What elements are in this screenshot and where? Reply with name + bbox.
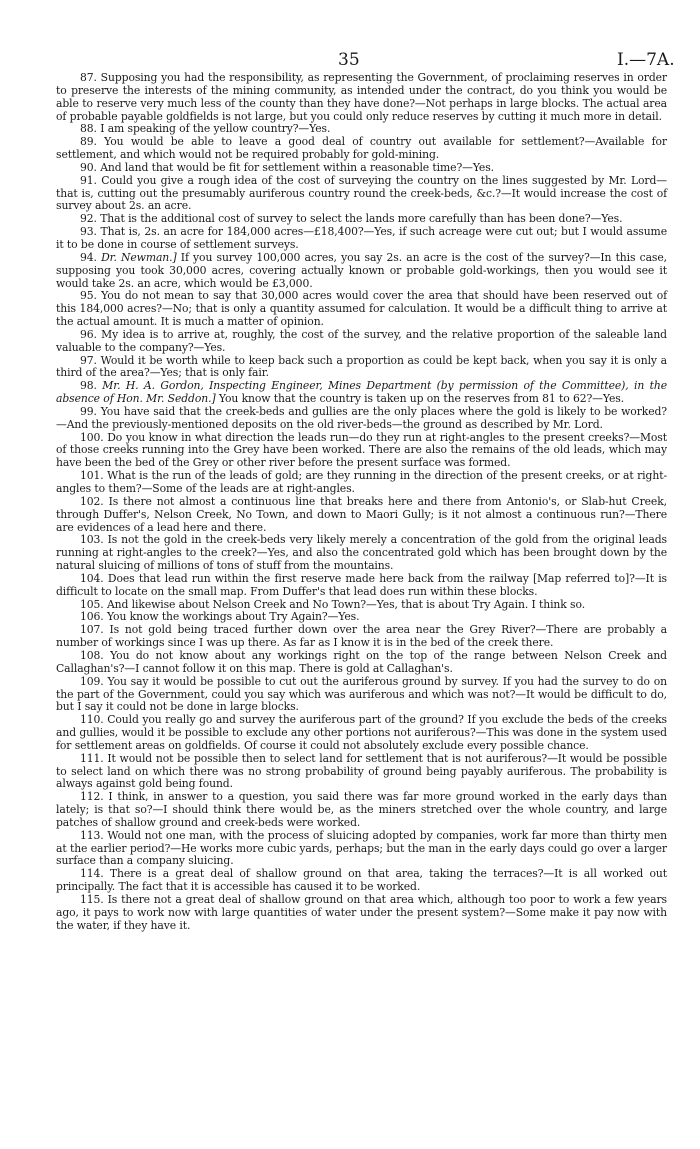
- paragraph: [56, 406, 667, 432]
- paragraph: [56, 868, 667, 894]
- paragraph: [56, 252, 667, 291]
- paragraph-text: 113. Would not one man, with the process of sluicing adopted by companies, work far more than thirty men at the earlier period?—He works more cubic yards, perhaps; but the man in the early days could go over a larger surface than a company sluicing.: [56, 828, 667, 868]
- paragraph-text: 97. Would it be worth while to keep back such a proportion as could be kept back, when you say it is only a third of the area?—Yes; that is only fair.: [56, 353, 667, 380]
- paragraph-text: 87. Supposing you had the responsibility, as representing the Government, of proclaiming reserves in order to preserve the interests of the mining community, as intended under the contract, do you think you would be able to reserve very much less of the county than they have done?—Not perhaps in large blocks. The actual area of probable payable goldfields is not large, but you could only reduce reserves by cutting it much more in detail.: [56, 71, 667, 123]
- question-number: 98.: [80, 379, 103, 393]
- paragraph-text: 102. Is there not almost a continuous line that breaks here and there from Antonio's, or Slab-hut Creek, through Duffer's, Nelson Creek, No Town, and down to Maori Gully; is it not almost a continuous run?—There are evidences of a lead here and there.: [56, 494, 667, 534]
- paragraph: [56, 624, 667, 650]
- paragraph-text: 90. And land that would be fit for settlement within a reasonable time?—Yes.: [80, 160, 494, 174]
- paragraph-text: 104. Does that lead run within the first reserve made here back from the railway [Map referred to]?—It is difficult to locate on the small map. From Duffer's that lead does run within these blocks.: [56, 571, 667, 598]
- paragraph: [56, 136, 667, 162]
- paragraph-text: 91. Could you give a rough idea of the cost of surveying the country on the lines suggested by Mr. Lord—that is, cutting out the presumably auriferous country round the creek-beds, &c.?—It would increase the cost of survey about 2s. an acre.: [56, 173, 667, 213]
- paragraph: [56, 830, 667, 869]
- page-number: 35: [338, 50, 360, 70]
- paragraph: [56, 380, 667, 406]
- paragraph-text: 100. Do you know in what direction the leads run—do they run at right-angles to the present creeks?—Most of those creeks running into the Grey have been worked. There are also the remains of the old leads, which may have been the bed of the Grey or other river before the present surface was formed.: [56, 430, 667, 470]
- paragraph: [56, 573, 667, 599]
- paragraph: [56, 650, 667, 676]
- paragraph-text: 93. That is, 2s. an acre for 184,000 acres—£18,400?—Yes, if such acreage were cut out; but I would assume it to be done in course of settlement surveys.: [56, 225, 667, 251]
- paragraph: [56, 355, 667, 381]
- paragraph-text: 109. You say it would be possible to cut out the auriferous ground by survey. If you had the survey to do on the part of the Government, could you say which was auriferous and which was not?—It would be difficult to do, but I say it could not be done in large blocks.: [56, 674, 667, 714]
- paragraph-text: 107. Is not gold being traced further down over the area near the Grey River?—There are probably a number of workings since I was up there. As far as I know it is in the bed of the creek there.: [56, 623, 667, 650]
- paragraph: [56, 496, 667, 535]
- paragraph: [56, 753, 667, 792]
- paragraph-text: 103. Is not the gold in the creek-beds very likely merely a concentration of the gold from the original leads running at right-angles to the creek?—Yes, and also the concentrated gold which has been brought down by the natural sluicing of millions of tons of stuff from the mountains.: [56, 533, 667, 573]
- paragraph: [56, 226, 667, 252]
- question-number: 94.: [80, 250, 102, 264]
- paragraph: [56, 676, 667, 715]
- paragraph-text: 108. You do not know about any workings right on the top of the range between Nelson Creek and Callaghan's?—I cannot follow it on this map. There is gold at Callaghan's.: [56, 648, 667, 675]
- paragraph: [56, 290, 667, 329]
- paragraph: [56, 791, 667, 830]
- paragraph-text: 115. Is there not a great deal of shallow ground on that area which, although too poor to work a few years ago, it pays to work now with large quantities of water under the present system?—Some make it pay now with the water, if they have it.: [56, 893, 667, 932]
- paragraph-text: 105. And likewise about Nelson Creek and No Town?—Yes, that is about Try Again. I think so.: [80, 597, 586, 611]
- speaker-attribution: Dr. Newman.]: [101, 250, 177, 264]
- paragraph-text: 114. There is a great deal of shallow ground on that area, taking the terraces?—It is all worked out principally. The fact that it is accessible has caused it to be worked.: [56, 867, 667, 894]
- paragraph-text: If you survey 100,000 acres, you say 2s. an acre is the cost of the survey?—In this case, supposing you took 30,000 acres, covering actually known or probable gold-workings, then you would see it would take 2s. an acre, which would be £3,000.: [56, 250, 667, 290]
- paragraph-text: 110. Could you really go and survey the auriferous part of the ground? If you exclude the beds of the creeks and gullies, would it be possible to exclude any other portions not auriferous?—This was done in the system used for settlement areas on goldfields. Of course it could not absolutely exclude every possible chance.: [56, 713, 667, 752]
- paragraph-text: 95. You do not mean to say that 30,000 acres would cover the area that should have been reserved out of this 184,000 acres?—No; that is only a quantity assumed for calculation. It would be a difficult thing to arrive at the actual amount. It is much a matter of opinion.: [56, 289, 667, 329]
- paragraph-text: You know that the country is taken up on the reserves from 81 to 62?—Yes.: [215, 392, 625, 406]
- paragraph-text: 88. I am speaking of the yellow country?—Yes.: [80, 122, 331, 136]
- paragraph: [56, 72, 667, 123]
- paragraph: [56, 714, 667, 753]
- paragraph: [56, 894, 667, 933]
- paragraph: [56, 470, 667, 496]
- paragraph-text: 89. You would be able to leave a good deal of country out available for settlement?—Available for settlement, and which would not be required probably for gold-mining.: [56, 135, 667, 162]
- paragraph-text: 106. You know the workings about Try Again?—Yes.: [80, 610, 360, 624]
- paragraph: [56, 432, 667, 471]
- paragraph-text: 112. I think, in answer to a question, you said there was far more ground worked in the early days than lately; is that so?—I should think there would be, as the miners stretched over the whole country, and large patches of shallow ground and creek-beds were worked.: [56, 790, 667, 829]
- paragraph: [56, 534, 667, 573]
- speaker-attribution: Mr. H. A. Gordon, Inspecting Engineer, Mines Department (by permission of the Committee), in the absence of Hon. Mr. Seddon.]: [56, 379, 668, 406]
- paragraph-text: 101. What is the run of the leads of gold; are they running in the direction of the present creeks, or at right-angles to them?—Some of the leads are at right-angles.: [56, 469, 667, 495]
- document-body: [56, 72, 667, 933]
- paragraph-text: 111. It would not be possible then to select land for settlement that is not auriferous?—It would be possible to select land on which there was no strong probability of ground being payably auriferous. The probability is always against gold being found.: [56, 751, 667, 791]
- paragraph-text: 99. You have said that the creek-beds and gullies are the only places where the gold is likely to be worked?—And the previously-mentioned deposits on the old river-beds—the ground as described by Mr. Lord.: [56, 404, 667, 431]
- paragraph: [56, 175, 667, 214]
- paragraph: [56, 329, 667, 355]
- paragraph-text: 96. My idea is to arrive at, roughly, the cost of the survey, and the relative proportion of the saleable land valuable to the company?—Yes.: [56, 327, 667, 354]
- document-reference: I.—7A.: [617, 50, 675, 70]
- paragraph-text: 92. That is the additional cost of survey to select the lands more carefully than has been done?—Yes.: [80, 212, 623, 226]
